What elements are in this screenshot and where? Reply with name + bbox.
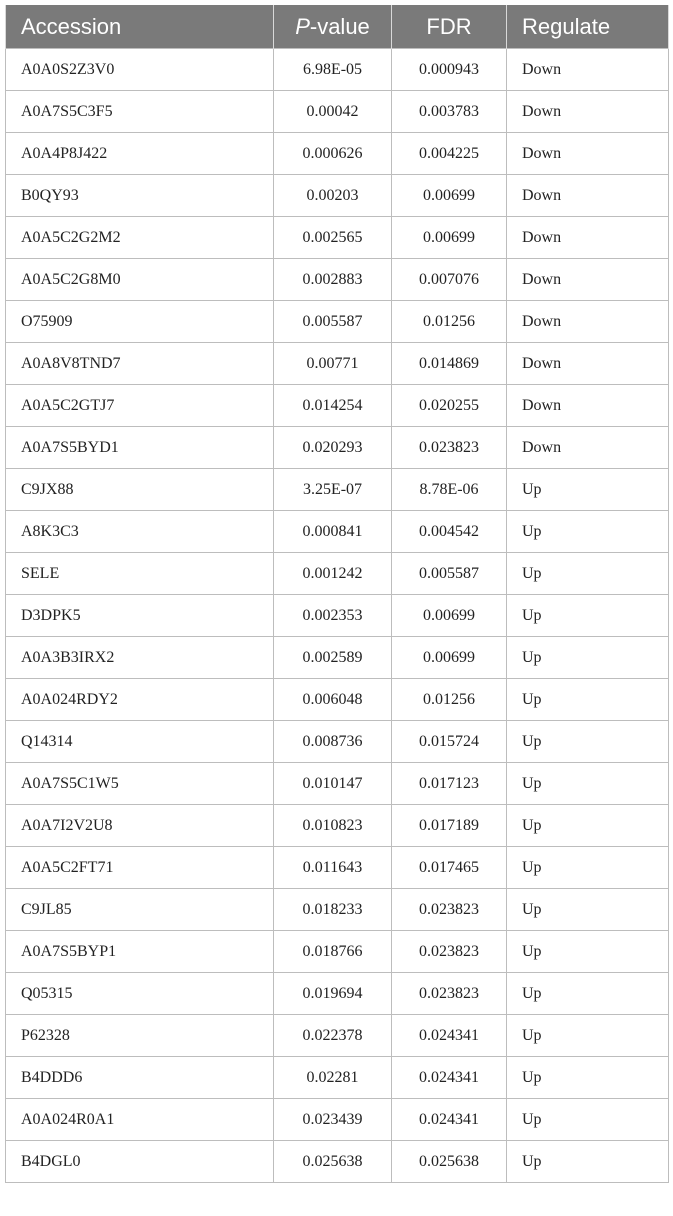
- table-row: [6, 889, 669, 931]
- cell-fdr: 0.00699: [392, 637, 507, 679]
- cell-fdr: 0.000943: [392, 49, 507, 91]
- cell-regulate: Up: [507, 679, 669, 721]
- table-row: [6, 469, 669, 511]
- cell-regulate: Down: [507, 49, 669, 91]
- cell-regulate: Down: [507, 301, 669, 343]
- cell-regulate: Down: [507, 259, 669, 301]
- cell-accession: A0A5C2FT71: [6, 847, 274, 889]
- cell-pvalue: 0.002589: [274, 637, 392, 679]
- cell-accession: A0A5C2GTJ7: [6, 385, 274, 427]
- cell-accession: Q14314: [6, 721, 274, 763]
- table-header-row: [6, 5, 669, 49]
- cell-fdr: 0.024341: [392, 1057, 507, 1099]
- table-row: [6, 847, 669, 889]
- cell-regulate: Up: [507, 805, 669, 847]
- cell-pvalue: 0.008736: [274, 721, 392, 763]
- cell-accession: C9JX88: [6, 469, 274, 511]
- cell-accession: A0A8V8TND7: [6, 343, 274, 385]
- cell-fdr: 0.025638: [392, 1141, 507, 1183]
- cell-fdr: 0.00699: [392, 595, 507, 637]
- cell-fdr: 0.023823: [392, 973, 507, 1015]
- table-row: [6, 175, 669, 217]
- cell-regulate: Up: [507, 1099, 669, 1141]
- cell-accession: A0A7S5C3F5: [6, 91, 274, 133]
- cell-pvalue: 0.018766: [274, 931, 392, 973]
- table-row: [6, 1015, 669, 1057]
- cell-accession: A8K3C3: [6, 511, 274, 553]
- cell-pvalue: 0.022378: [274, 1015, 392, 1057]
- cell-regulate: Up: [507, 1141, 669, 1183]
- cell-accession: B0QY93: [6, 175, 274, 217]
- table-row: [6, 931, 669, 973]
- cell-regulate: Up: [507, 637, 669, 679]
- cell-regulate: Up: [507, 553, 669, 595]
- cell-fdr: 0.004542: [392, 511, 507, 553]
- table-row: [6, 49, 669, 91]
- cell-regulate: Down: [507, 385, 669, 427]
- table-row: [6, 763, 669, 805]
- cell-accession: A0A7S5BYP1: [6, 931, 274, 973]
- table-row: [6, 385, 669, 427]
- cell-accession: A0A7I2V2U8: [6, 805, 274, 847]
- cell-accession: A0A5C2G2M2: [6, 217, 274, 259]
- cell-pvalue: 0.023439: [274, 1099, 392, 1141]
- cell-pvalue: 0.010147: [274, 763, 392, 805]
- cell-fdr: 0.023823: [392, 931, 507, 973]
- header-pvalue-italic: P: [295, 13, 310, 39]
- cell-regulate: Down: [507, 343, 669, 385]
- table-row: [6, 217, 669, 259]
- cell-regulate: Down: [507, 175, 669, 217]
- cell-regulate: Up: [507, 469, 669, 511]
- table-row: [6, 553, 669, 595]
- cell-regulate: Down: [507, 133, 669, 175]
- cell-regulate: Up: [507, 847, 669, 889]
- cell-accession: O75909: [6, 301, 274, 343]
- table-row: [6, 427, 669, 469]
- table-row: [6, 805, 669, 847]
- cell-pvalue: 0.025638: [274, 1141, 392, 1183]
- cell-pvalue: 0.02281: [274, 1057, 392, 1099]
- cell-fdr: 0.007076: [392, 259, 507, 301]
- cell-pvalue: 6.98E-05: [274, 49, 392, 91]
- cell-accession: A0A7S5C1W5: [6, 763, 274, 805]
- cell-pvalue: 0.00203: [274, 175, 392, 217]
- cell-pvalue: 0.002565: [274, 217, 392, 259]
- table-body: [6, 49, 669, 1183]
- cell-regulate: Up: [507, 763, 669, 805]
- header-pvalue-rest: -value: [309, 13, 370, 39]
- table-row: [6, 343, 669, 385]
- header-accession: Accession: [6, 5, 274, 49]
- table-row: [6, 301, 669, 343]
- cell-accession: A0A5C2G8M0: [6, 259, 274, 301]
- cell-pvalue: 0.005587: [274, 301, 392, 343]
- cell-regulate: Up: [507, 931, 669, 973]
- header-regulate: Regulate: [507, 5, 669, 49]
- cell-pvalue: 0.014254: [274, 385, 392, 427]
- cell-accession: C9JL85: [6, 889, 274, 931]
- cell-pvalue: 0.002353: [274, 595, 392, 637]
- cell-fdr: 0.023823: [392, 889, 507, 931]
- cell-accession: A0A024RDY2: [6, 679, 274, 721]
- cell-regulate: Up: [507, 721, 669, 763]
- cell-fdr: 0.017123: [392, 763, 507, 805]
- table-row: [6, 721, 669, 763]
- table-row: [6, 679, 669, 721]
- cell-accession: B4DGL0: [6, 1141, 274, 1183]
- cell-fdr: 8.78E-06: [392, 469, 507, 511]
- cell-pvalue: 0.000626: [274, 133, 392, 175]
- cell-regulate: Up: [507, 595, 669, 637]
- cell-pvalue: 0.000841: [274, 511, 392, 553]
- cell-fdr: 0.003783: [392, 91, 507, 133]
- cell-pvalue: 0.010823: [274, 805, 392, 847]
- cell-fdr: 0.017465: [392, 847, 507, 889]
- cell-accession: A0A4P8J422: [6, 133, 274, 175]
- cell-fdr: 0.023823: [392, 427, 507, 469]
- cell-pvalue: 0.019694: [274, 973, 392, 1015]
- cell-regulate: Up: [507, 1015, 669, 1057]
- cell-accession: A0A024R0A1: [6, 1099, 274, 1141]
- cell-accession: B4DDD6: [6, 1057, 274, 1099]
- cell-fdr: 0.01256: [392, 679, 507, 721]
- table-row: [6, 133, 669, 175]
- cell-accession: A0A7S5BYD1: [6, 427, 274, 469]
- cell-pvalue: 0.018233: [274, 889, 392, 931]
- data-table-container: [5, 5, 668, 1183]
- cell-fdr: 0.024341: [392, 1099, 507, 1141]
- cell-regulate: Up: [507, 973, 669, 1015]
- table-row: [6, 1057, 669, 1099]
- cell-regulate: Up: [507, 511, 669, 553]
- cell-regulate: Down: [507, 217, 669, 259]
- cell-regulate: Up: [507, 889, 669, 931]
- table-row: [6, 1099, 669, 1141]
- cell-fdr: 0.014869: [392, 343, 507, 385]
- cell-pvalue: 0.006048: [274, 679, 392, 721]
- cell-pvalue: 0.020293: [274, 427, 392, 469]
- cell-pvalue: 0.00042: [274, 91, 392, 133]
- cell-fdr: 0.00699: [392, 175, 507, 217]
- table-row: [6, 595, 669, 637]
- table-row: [6, 91, 669, 133]
- cell-regulate: Up: [507, 1057, 669, 1099]
- table-row: [6, 637, 669, 679]
- cell-accession: SELE: [6, 553, 274, 595]
- cell-regulate: Down: [507, 427, 669, 469]
- table-row: [6, 511, 669, 553]
- cell-pvalue: 0.001242: [274, 553, 392, 595]
- cell-fdr: 0.00699: [392, 217, 507, 259]
- cell-fdr: 0.020255: [392, 385, 507, 427]
- table-row: [6, 259, 669, 301]
- cell-regulate: Down: [507, 91, 669, 133]
- cell-pvalue: 0.011643: [274, 847, 392, 889]
- table-row: [6, 973, 669, 1015]
- cell-pvalue: 3.25E-07: [274, 469, 392, 511]
- cell-pvalue: 0.002883: [274, 259, 392, 301]
- header-pvalue: [274, 5, 392, 49]
- cell-accession: Q05315: [6, 973, 274, 1015]
- protein-table: [5, 5, 669, 1183]
- cell-fdr: 0.005587: [392, 553, 507, 595]
- cell-accession: A0A3B3IRX2: [6, 637, 274, 679]
- cell-fdr: 0.01256: [392, 301, 507, 343]
- cell-pvalue: 0.00771: [274, 343, 392, 385]
- cell-accession: D3DPK5: [6, 595, 274, 637]
- cell-accession: P62328: [6, 1015, 274, 1057]
- table-row: [6, 1141, 669, 1183]
- cell-fdr: 0.017189: [392, 805, 507, 847]
- cell-fdr: 0.015724: [392, 721, 507, 763]
- cell-fdr: 0.004225: [392, 133, 507, 175]
- cell-accession: A0A0S2Z3V0: [6, 49, 274, 91]
- cell-fdr: 0.024341: [392, 1015, 507, 1057]
- header-fdr: FDR: [392, 5, 507, 49]
